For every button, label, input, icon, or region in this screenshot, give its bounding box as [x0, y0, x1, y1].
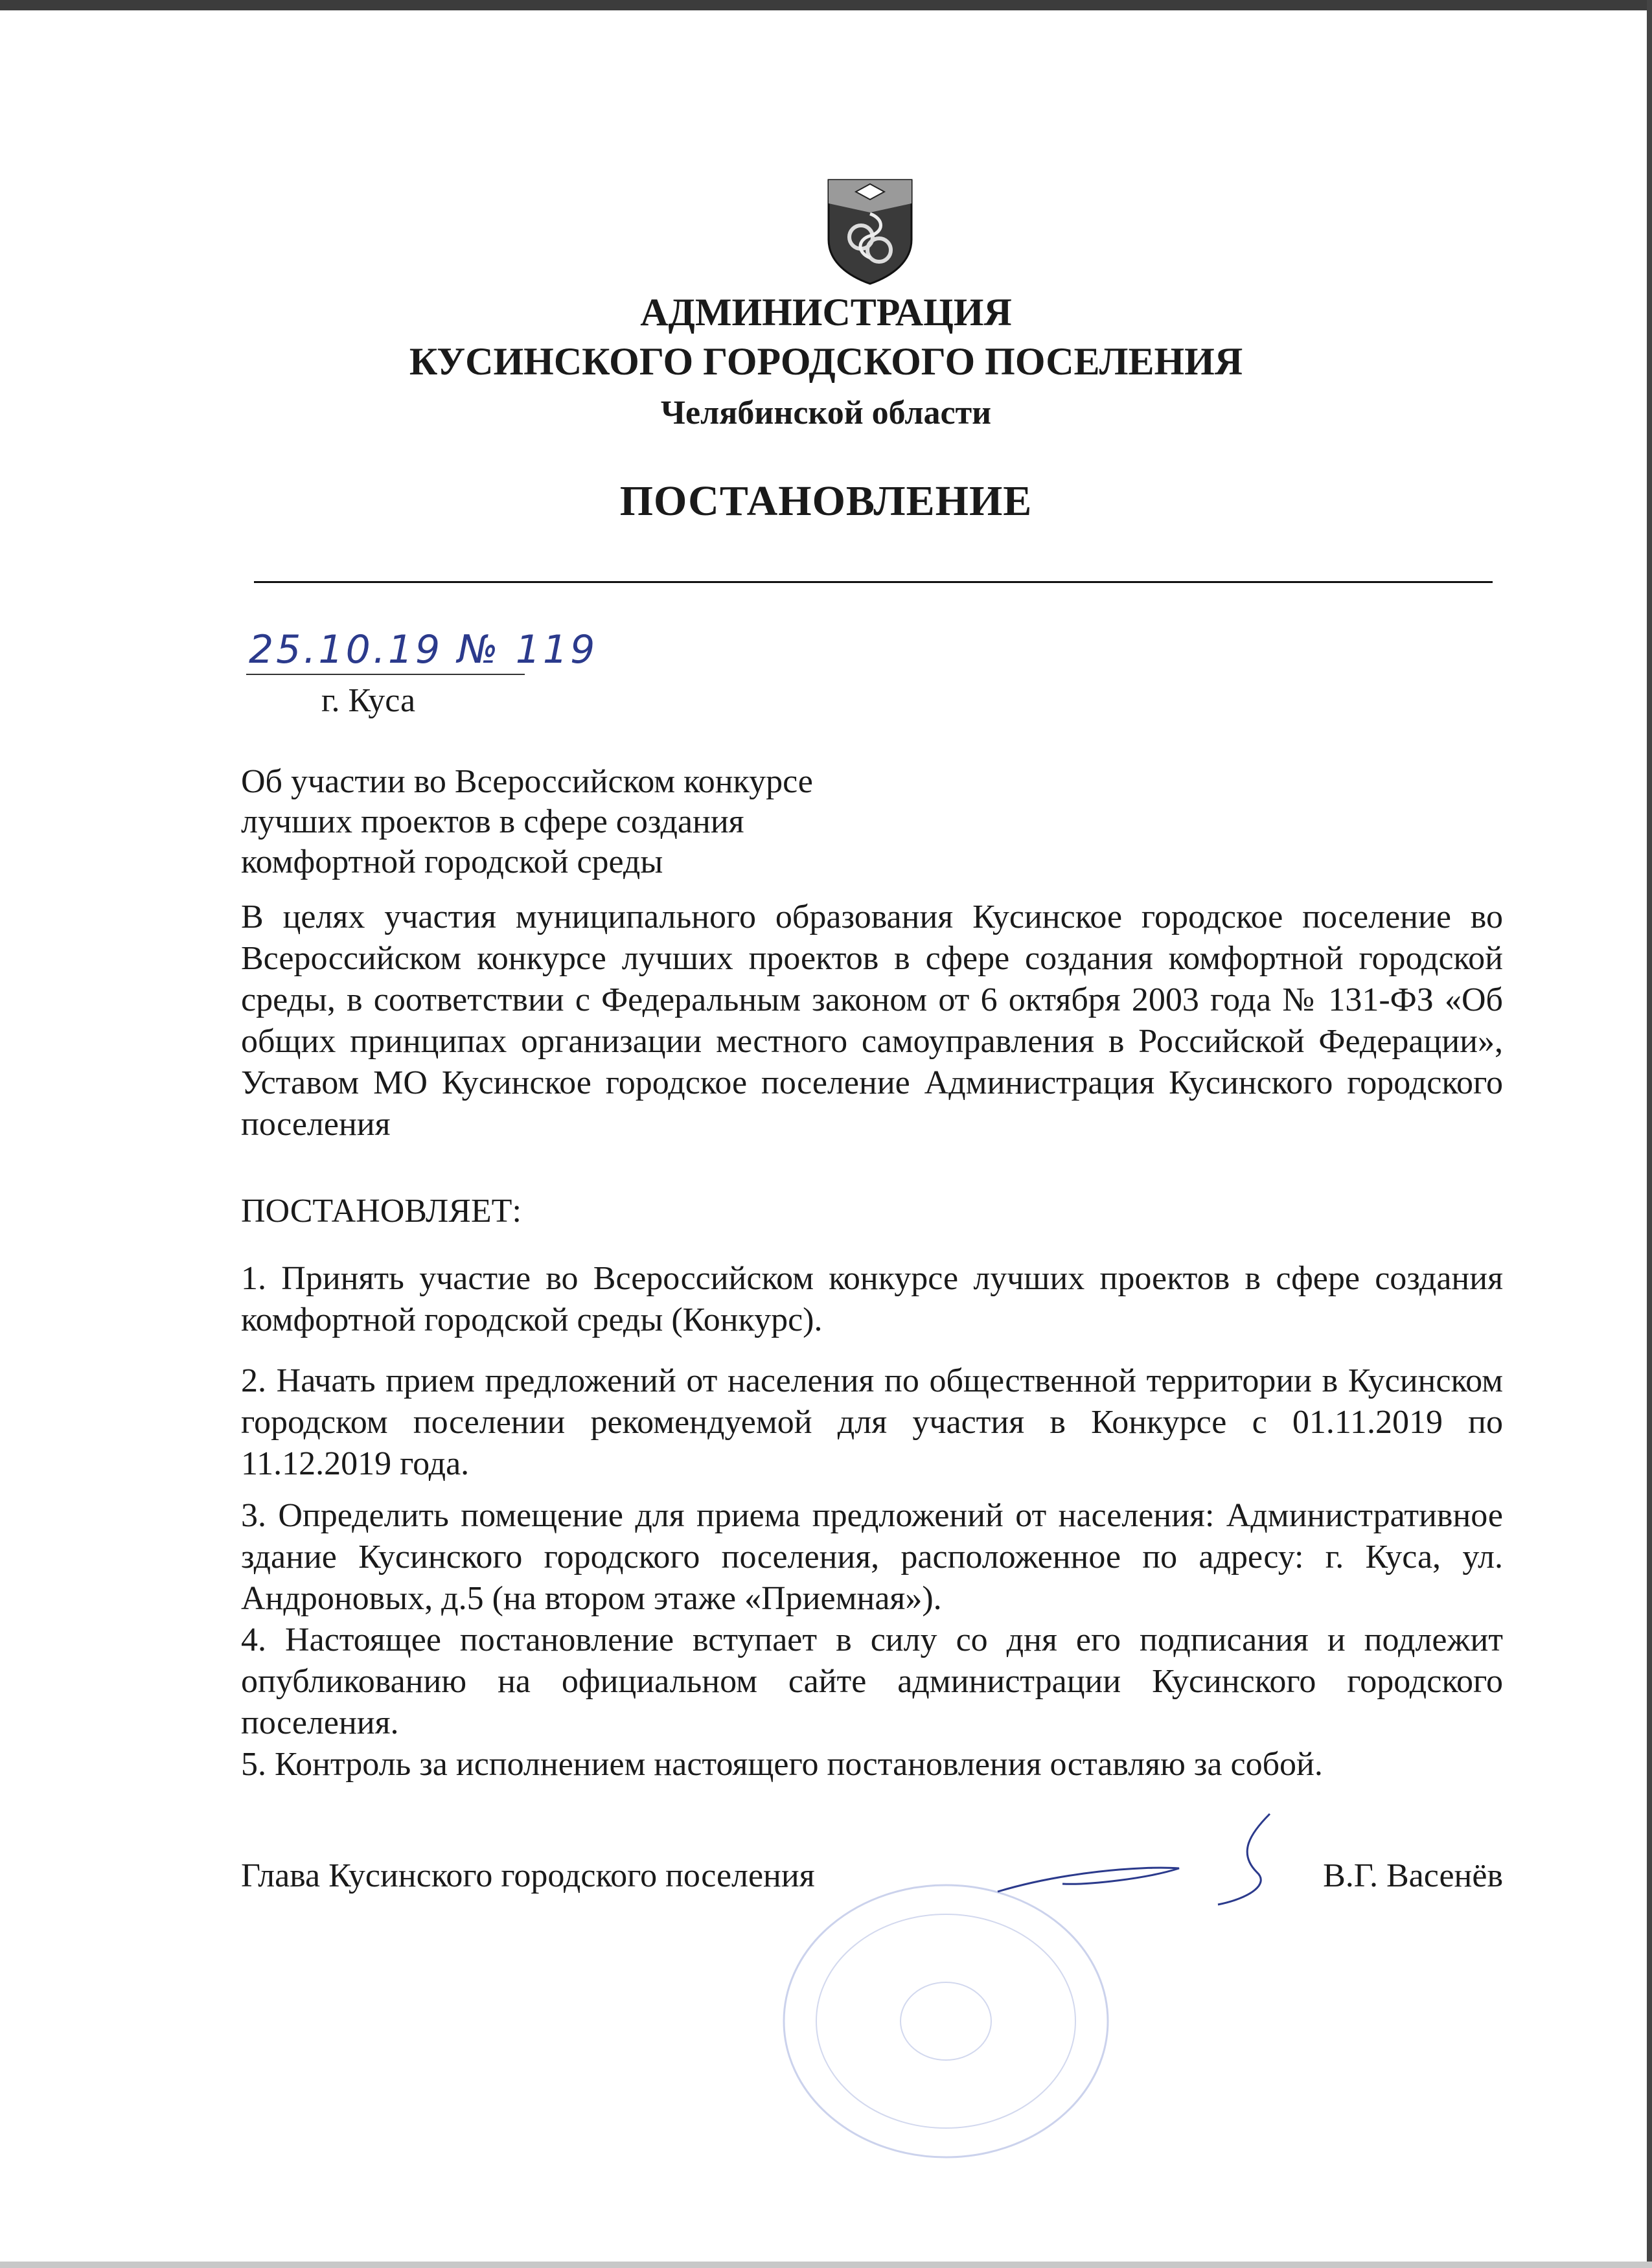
org-title-line2: КУСИНСКОГО ГОРОДСКОГО ПОСЕЛЕНИЯ [409, 340, 1243, 383]
decree-item-4 [241, 1620, 1503, 1744]
subject-line: Об участии во Всероссийском конкурсе [241, 763, 813, 800]
signatory-title: Глава Кусинского городского поселения [241, 1857, 815, 1894]
document-subject [241, 762, 954, 882]
decree-word: ПОСТАНОВЛЯЕТ: [241, 1193, 522, 1230]
handwritten-signature [985, 1801, 1348, 1930]
document-type: ПОСТАНОВЛЕНИЕ [619, 477, 1033, 525]
preamble-text: В целях участия муниципального образования Кусинское городское поселение во Всероссийском конкурсе лучших проектов в сфере создания комфортной городской среды, в соответствии с Федеральным законом от 6 октября 2003 года № 131-ФЗ «Об общих принципах организации местного самоуправления в Российской Федерации», Уставом МО Кусинское городское поселение Администрация Кусинского городского поселения [241, 899, 1503, 1143]
item-text: 5. Контроль за исполнением настоящего постановления оставляю за собой. [241, 1746, 1323, 1783]
subject-line: лучших проектов в сфере создания [241, 803, 744, 840]
scan-edge-bottom [0, 2262, 1652, 2268]
coat-of-arms-emblem [825, 178, 915, 286]
subject-line: комфортной городской среды [241, 843, 663, 880]
item-text: 2. Начать прием предложений от населения по общественной территории в Кусинском городском поселении рекомендуемой для участия в Конкурсе с 01.11.2019 по 11.12.2019 года. [241, 1362, 1503, 1482]
scan-edge-top [0, 0, 1652, 10]
decree-item-5 [241, 1744, 1503, 1785]
handwritten-date-number: 25.10.19 № 119 [249, 627, 598, 672]
decree-item-2 [241, 1360, 1503, 1485]
item-text: 4. Настоящее постановление вступает в силу со дня его подписания и подлежит опубликованию на официальном сайте администрации Кусинского городского поселения. [241, 1621, 1503, 1741]
item-text: 3. Определить помещение для приема предложений от населения: Административное здание Кусинского городского поселения, расположенное по адресу: г. Куса, ул. Андроновых, д.5 (на втором этаже «Приемная»). [241, 1497, 1503, 1617]
decree-item-1 [241, 1258, 1503, 1341]
item-text: 1. Принять участие во Всероссийском конкурсе лучших проектов в сфере создания комфортной городской среды (Конкурс). [241, 1260, 1503, 1338]
decree-item-3 [241, 1495, 1503, 1620]
city-name: г. Куса [321, 682, 416, 719]
region-name: Челябинской области [660, 395, 992, 431]
date-underline [246, 674, 525, 675]
signatory-name: В.Г. Васенёв [1323, 1857, 1503, 1894]
preamble-paragraph [241, 897, 1503, 1145]
org-title-line1: АДМИНИСТРАЦИЯ [640, 291, 1012, 334]
header-divider [254, 581, 1493, 583]
